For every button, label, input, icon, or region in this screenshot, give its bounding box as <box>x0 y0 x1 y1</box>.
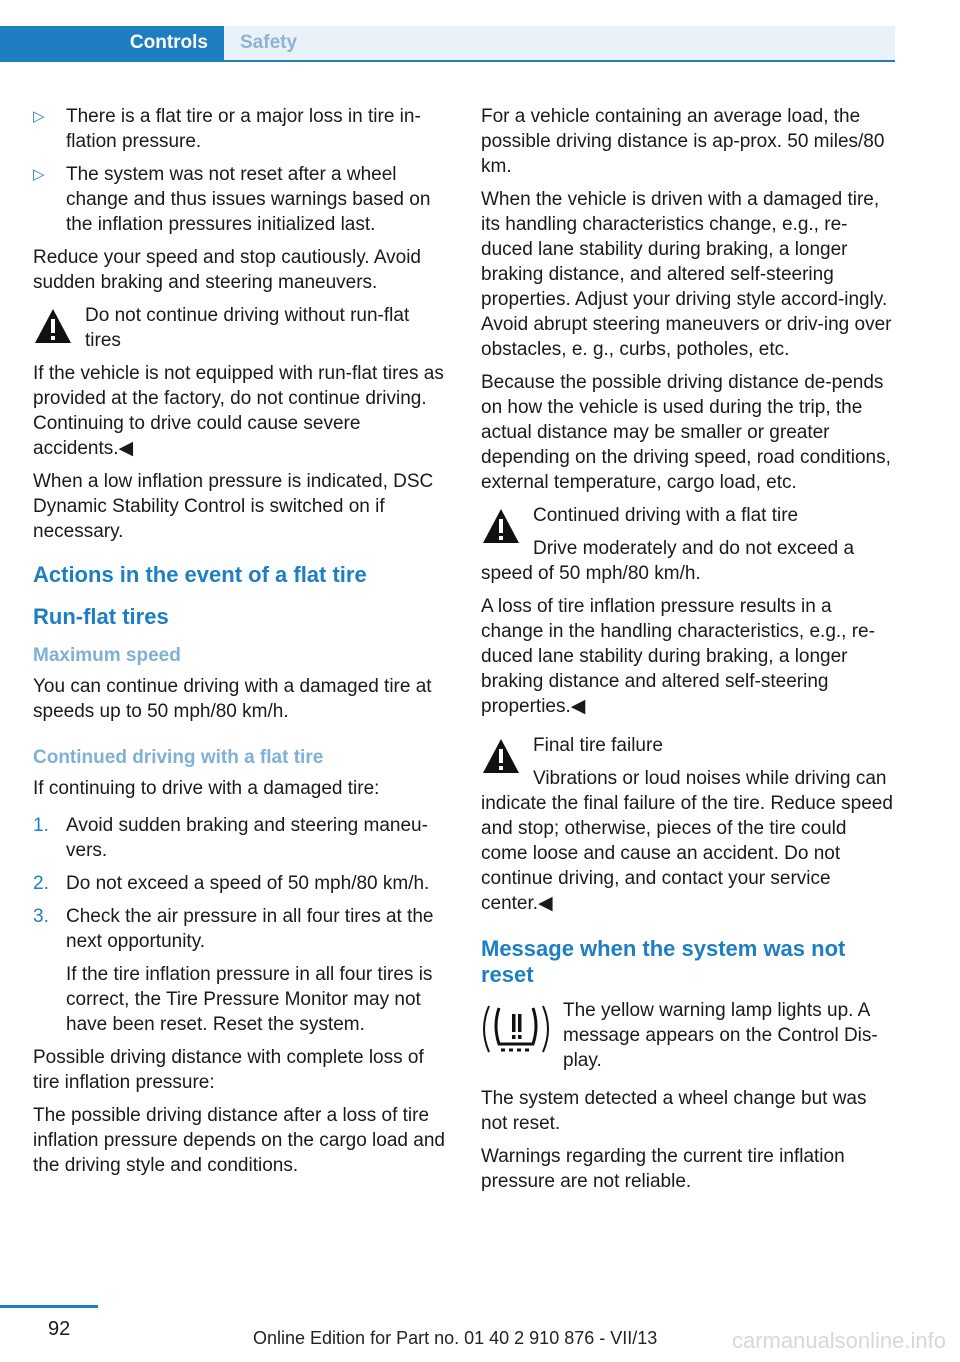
paragraph: Possible driving distance with complete loss of tire inflation pressure: <box>33 1047 424 1093</box>
paragraph: If continuing to drive with a damaged tire: <box>33 778 380 799</box>
warning-triangle-icon <box>481 737 521 775</box>
warning-body: If the vehicle is not equipped with run-flat tires as provided at the factory, do not continue driving. Continuing to drive could cause severe accidents.◀ <box>33 363 444 459</box>
warning-triangle-icon <box>33 307 73 345</box>
subsection-heading: Run-flat tires <box>33 604 169 629</box>
warning-title: Continued driving with a flat tire <box>533 505 799 526</box>
paragraph: When a low inflation pressure is indicated, DSC Dynamic Stability Control is switched on if necessary. <box>33 471 434 542</box>
step-number: 2. <box>33 873 49 894</box>
warning-lamp-block <box>481 998 895 1078</box>
step-text: Check the air pressure in all four tires at the next opportunity. <box>66 906 434 952</box>
list-item <box>33 104 449 154</box>
list-item <box>33 813 449 863</box>
bullet-text: There is a flat tire or a major loss in tire in‐flation pressure. <box>66 106 421 152</box>
paragraph: Because the possible driving distance de‐pends on how the vehicle is used during the trip, the actual distance may be smaller or greater depending on the driving speed, road conditions, external temperature, cargo load, etc. <box>481 372 891 493</box>
paragraph: When the vehicle is driven with a damaged tire, its handling characteristics change, e.g., re‐duced lane stability during braking, a longer braking distance, and altered self-steering properties. Adjust your driving style accord‐ingly. Avoid abrupt steering maneuvers or driv‐ing over obstacles, e. g., curbs, potholes, etc. <box>481 189 892 360</box>
paragraph: The system detected a wheel change but was not reset. <box>481 1088 867 1134</box>
warning-body: Vibrations or loud noises while driving can indicate the final failure of the tire. Reduce speed and stop; otherwise, pieces of the tire could come loose and cause an accident. Do not continue driving, and contact your service center.◀ <box>481 768 893 914</box>
section-heading: Actions in the event of a flat tire <box>33 562 367 587</box>
triangle-bullet-icon: ▷ <box>33 166 45 183</box>
paragraph: A loss of tire inflation pressure results in a change in the handling characteristics, e.g., re‐duced lane stability during braking, a longer braking distance and altered self-steering properties.◀ <box>481 596 875 717</box>
header-divider <box>0 60 895 62</box>
warning-block <box>481 733 895 916</box>
left-column <box>33 104 449 1186</box>
paragraph: Reduce your speed and stop cautiously. Avoid sudden braking and steering maneuvers. <box>33 247 421 293</box>
tab-controls[interactable]: Controls <box>0 26 224 60</box>
paragraph: You can continue driving with a damaged tire at speeds up to 50 mph/80 km/h. <box>33 676 432 722</box>
section-heading: Message when the system was not reset <box>481 936 846 987</box>
list-item <box>33 871 449 896</box>
page-number: 92 <box>48 1318 71 1340</box>
edition-note: Online Edition for Part no. 01 40 2 910 876 - VII/13 <box>253 1328 658 1348</box>
footer-divider <box>0 1305 98 1308</box>
warning-triangle-icon <box>481 507 521 545</box>
step-note: If the tire inflation pressure in all four tires is correct, the Tire Pressure Monitor may not have been reset. Reset the system. <box>66 964 433 1035</box>
watermark: carmanualsonline.info <box>731 1328 946 1353</box>
step-text: Avoid sudden braking and steering maneu‐vers. <box>66 815 428 861</box>
minor-heading: Maximum speed <box>33 645 181 666</box>
tab-safety[interactable]: Safety <box>224 26 895 60</box>
list-item <box>33 162 449 237</box>
paragraph: Warnings regarding the current tire inflation pressure are not reliable. <box>481 1146 845 1192</box>
list-item <box>33 904 449 954</box>
lamp-description: The yellow warning lamp lights up. A message appears on the Control Dis‐play. <box>563 1000 878 1071</box>
section-tabs <box>0 26 895 60</box>
right-column <box>481 104 895 1202</box>
warning-block <box>481 503 895 586</box>
warning-title: Do not continue driving without run-flat tires <box>85 305 410 351</box>
warning-title: Final tire failure <box>533 735 663 756</box>
bullet-text: The system was not reset after a wheel change and thus issues warnings based on the inflation pressures initialized last. <box>66 164 431 235</box>
warning-block <box>33 303 449 353</box>
step-number: 3. <box>33 906 49 927</box>
triangle-bullet-icon: ▷ <box>33 108 45 125</box>
paragraph: For a vehicle containing an average load, the possible driving distance is ap‐prox. 50 miles/80 km. <box>481 106 885 177</box>
minor-heading: Continued driving with a flat tire <box>33 747 324 768</box>
warning-body: Drive moderately and do not exceed a speed of 50 mph/80 km/h. <box>481 538 855 584</box>
tire-pressure-warning-lamp-icon <box>481 1002 551 1056</box>
step-number: 1. <box>33 815 49 836</box>
paragraph: The possible driving distance after a loss of tire inflation pressure depends on the cargo load and the driving style and conditions. <box>33 1105 445 1176</box>
step-text: Do not exceed a speed of 50 mph/80 km/h. <box>66 873 430 894</box>
